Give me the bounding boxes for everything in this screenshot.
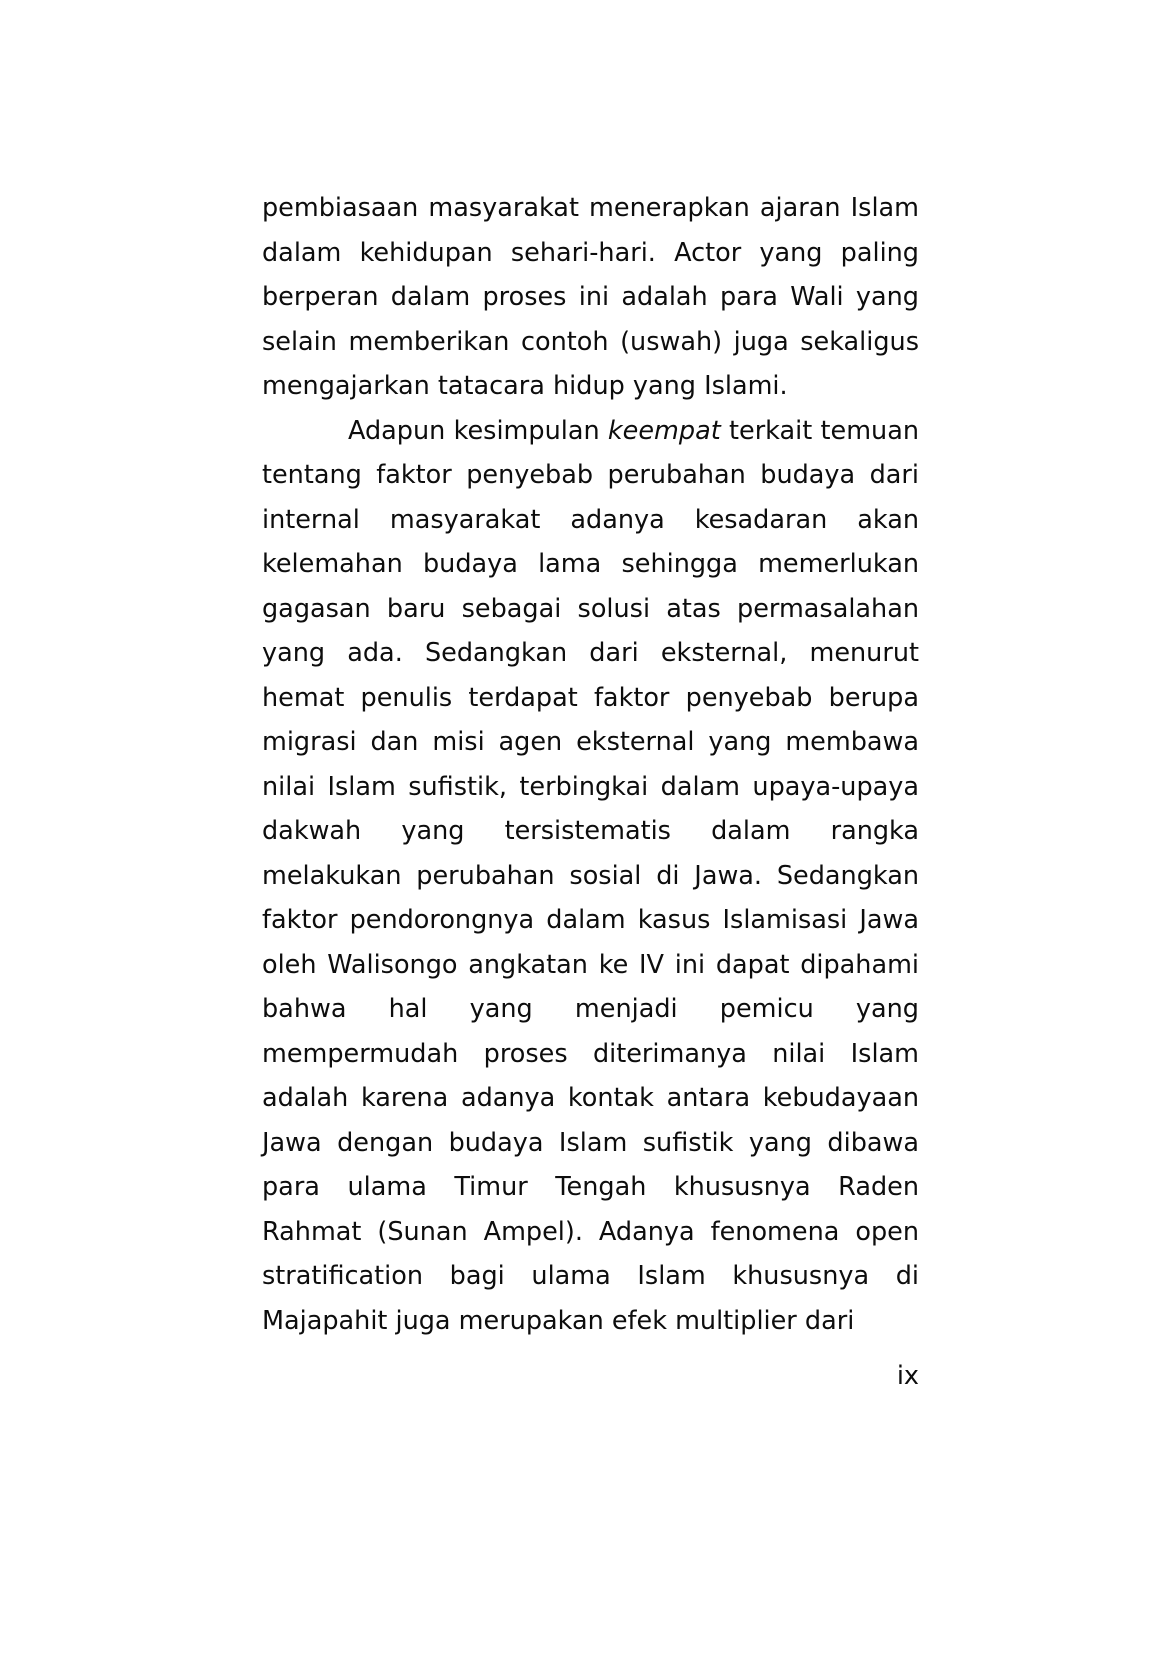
emphasis-keempat: keempat (607, 415, 721, 446)
body-text-block (262, 186, 919, 1343)
paragraph-2-segment-2: terkait temuan tentang faktor penyebab perubahan budaya dari internal masyarakat adanya kesadaran akan kelemahan budaya lama sehingga memerlukan gagasan baru sebagai solusi atas permasalahan yang ada. Sedangkan dari eksternal, menurut hemat penulis terdapat faktor penyebab berupa migrasi dan misi agen eksternal yang membawa nilai Islam sufistik, terbingkai dalam upaya-upaya dakwah yang tersistematis dalam rangka melakukan perubahan sosial di Jawa. Sedangkan faktor pendorongnya dalam kasus Islamisasi Jawa oleh Walisongo angkatan ke IV ini dapat dipahami bahwa hal yang menjadi pemicu yang mempermudah proses diterimanya nilai Islam adalah karena adanya kontak antara kebudayaan Jawa dengan budaya Islam sufistik yang dibawa para ulama Timur Tengah khususnya Raden Rahmat (Sunan Ampel). Adanya fenomena open stratification bagi ulama Islam khususnya di Majapahit juga merupakan efek multiplier dari (262, 415, 919, 1336)
page-number-label: ix (896, 1361, 919, 1391)
paragraph-adapun-kesimpulan-keempat (262, 409, 919, 1344)
paragraph-1-text: pembiasaan masyarakat menerapkan ajaran Islam dalam kehidupan sehari-hari. Actor yang paling berperan dalam proses ini adalah para Wali yang selain memberikan contoh (uswah) juga sekaligus mengajarkan tatacara hidup yang Islami. (262, 193, 919, 401)
paragraph-2-segment-1: Adapun kesimpulan (348, 415, 608, 446)
paragraph-continuation (262, 186, 919, 409)
